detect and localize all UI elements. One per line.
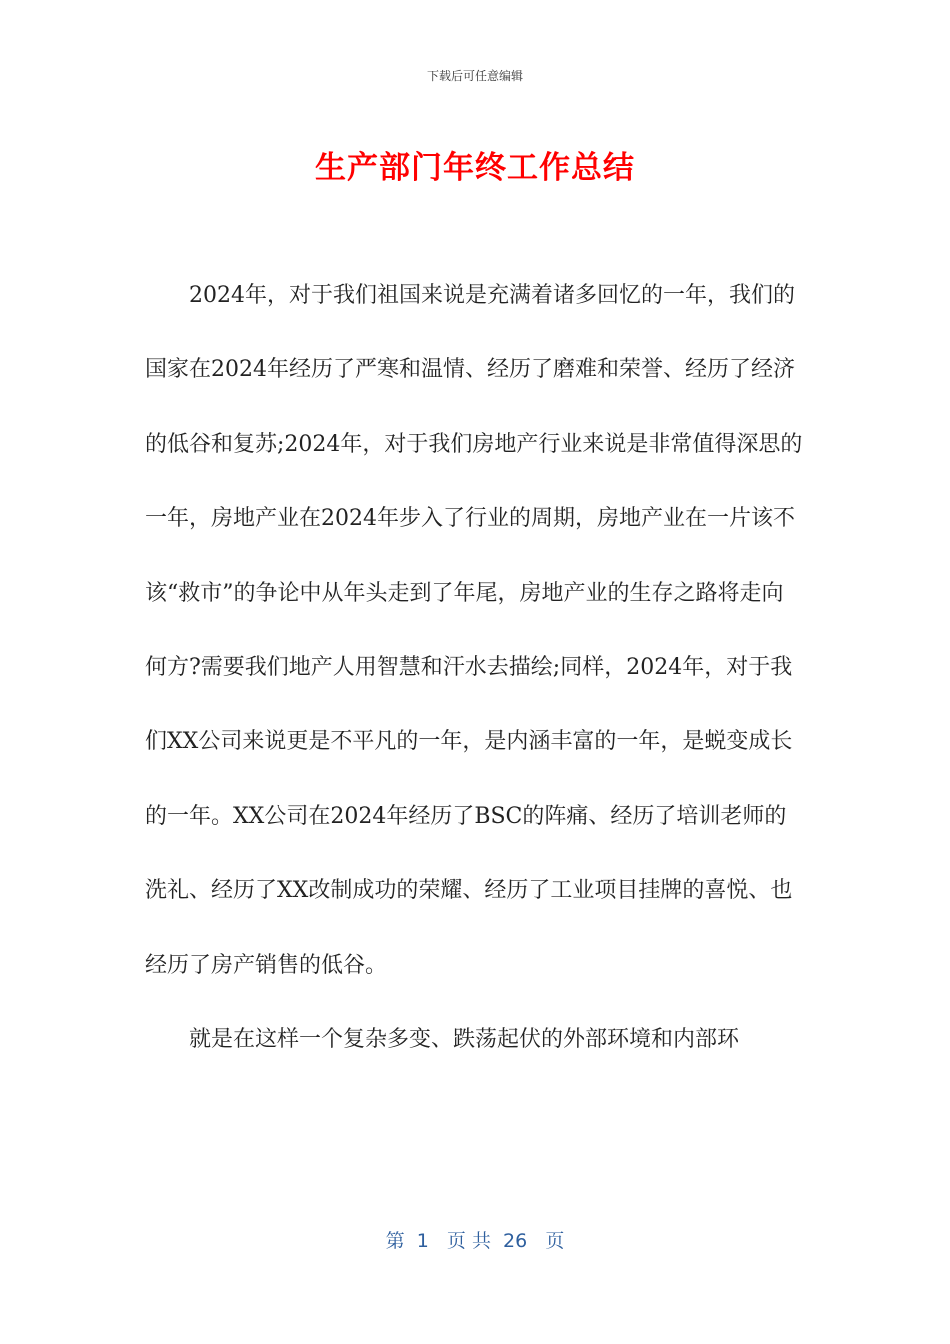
document-title: 生产部门年终工作总结 bbox=[315, 150, 635, 186]
paragraph-1: 2024年，对于我们祖国来说是充满着诸多回忆的一年，我们的国家在2024年经历了严寒和温情、经历了磨难和荣誉、经历了经济的低谷和复苏;2024年，对于我们房地产行业来说是非常值得深思的一年，房地产业在2024年步入了行业的周期，房地产业在一片该不该“救市”的争论中从年头走到了年尾，房地产业的生存之路将走向何方?需要我们地产人用智慧和汗水去描绘;同样，2024年，对于我们XX公司来说更是不平凡的一年，是内涵丰富的一年，是蜕变成长的一年。XX公司在2024年经历了BSC的阵痛、经历了培训老师的洗礼、经历了XX改制成功的荣耀、经历了工业项目挂牌的喜悦、也经历了房产销售的低谷。 bbox=[145, 283, 803, 978]
document-body bbox=[145, 259, 803, 1077]
paragraph-2: 就是在这样一个复杂多变、跌荡起伏的外部环境和内部环 bbox=[189, 1027, 740, 1053]
header-note: 下载后可任意编辑 bbox=[426, 69, 523, 83]
page-footer: 第 1 页 共 26 页 bbox=[385, 1230, 565, 1252]
